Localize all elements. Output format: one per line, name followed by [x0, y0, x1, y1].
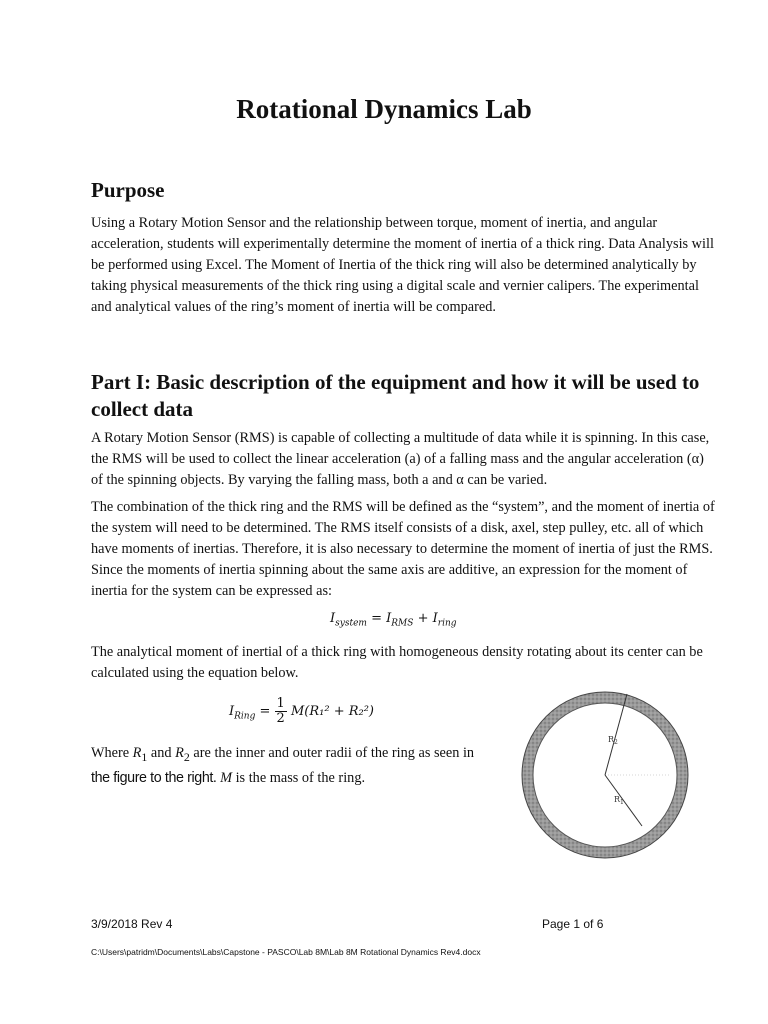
- thick-ring-figure: [520, 690, 690, 860]
- eq1-t2-sub: ring: [437, 618, 457, 629]
- footer-page-number: Page 1 of 6: [542, 917, 604, 931]
- eq1-lhs-sub: system: [335, 618, 367, 629]
- part1-paragraph-1: A Rotary Motion Sensor (RMS) is capable of collecting a multitude of data while it is spinning. In this case, the RMS will be used to collect the linear acceleration (a) of a falling mass and the angular acceleration (α) of the spinning objects. By varying the falling mass, both a and α can be varied.: [91, 430, 710, 488]
- eq2-lhs-sub: Ring: [234, 711, 256, 722]
- document-title: Rotational Dynamics Lab: [236, 94, 532, 124]
- para4-rest: are the inner and outer radii of the ring as seen in: [189, 745, 475, 761]
- fraction-numerator: 1: [276, 696, 285, 711]
- footer-date: 3/9/2018 Rev 4: [91, 917, 173, 931]
- para4-m: M: [220, 769, 233, 786]
- purpose-text: Using a Rotary Motion Sensor and the relationship between torque, moment of inertia, and angular acceleration, students will experimentally determine the moment of inertia of a thick ring. Data Analysis will be performed using Excel. The Moment of Inertia of the thick ring will also be determined analytically by taking physical measurements of the thick ring using a digital scale and vernier calipers. The experimental and analytical values of the ring’s moment of inertia will be compared.: [91, 215, 714, 315]
- ring-inertia-equation: [229, 697, 374, 726]
- eq1-equals: =: [371, 611, 382, 626]
- para4-line2-a: the figure to the right.: [91, 769, 221, 786]
- para4-r1-sub: 1: [141, 749, 148, 764]
- footer-file-path: C:\Users\patridm\Documents\Labs\Capstone - PASCO\Lab 8M\Lab 8M Rotational Dynamics Rev4.docx: [91, 947, 481, 957]
- purpose-heading: Purpose: [91, 178, 165, 202]
- part1-paragraph-2: The combination of the thick ring and the RMS will be defined as the “system”, and the moment of inertia of the system will need to be determined. The RMS itself consists of a disk, axel, step pulley, etc. all of which have moments of inertias. Therefore, it is also necessary to determine the moment of inertia of just the RMS. Since the moments of inertia spinning about the same axis are additive, an expression for the moment of inertia for the system can be expressed as:: [91, 499, 715, 599]
- eq2-equals: =: [259, 704, 271, 719]
- system-inertia-equation: [330, 611, 457, 629]
- part1-paragraph-4: [91, 743, 511, 789]
- eq1-t1-sub: RMS: [391, 618, 414, 629]
- eq1-plus: +: [417, 611, 429, 626]
- para4-line2-b: is the mass of the ring.: [232, 769, 366, 786]
- part1-heading: Part I: Basic description of the equipment and how it will be used to collect data: [91, 370, 700, 421]
- part1-paragraph-3: The analytical moment of inertial of a thick ring with homogeneous density rotating about its center can be calculated using the equation below.: [91, 644, 703, 681]
- para4-and: and: [147, 745, 176, 761]
- one-half-fraction: [275, 697, 287, 726]
- eq1-t2-symbol: I: [432, 611, 438, 626]
- eq2-rhs: M(R₁² + R₂²): [290, 704, 375, 719]
- r1-label: $R_1$: [614, 795, 624, 806]
- para4-r2-sub: 2: [183, 749, 190, 764]
- r2-label: $R_2$: [608, 735, 618, 746]
- para4-r1: R: [132, 745, 142, 761]
- eq1-t1-symbol: I: [386, 611, 392, 626]
- para4-r2: R: [175, 745, 184, 761]
- fraction-denominator: 2: [276, 711, 285, 726]
- eq2-lhs-symbol: I: [229, 704, 235, 719]
- para4-where: Where: [91, 745, 133, 761]
- eq1-lhs-symbol: I: [330, 611, 336, 626]
